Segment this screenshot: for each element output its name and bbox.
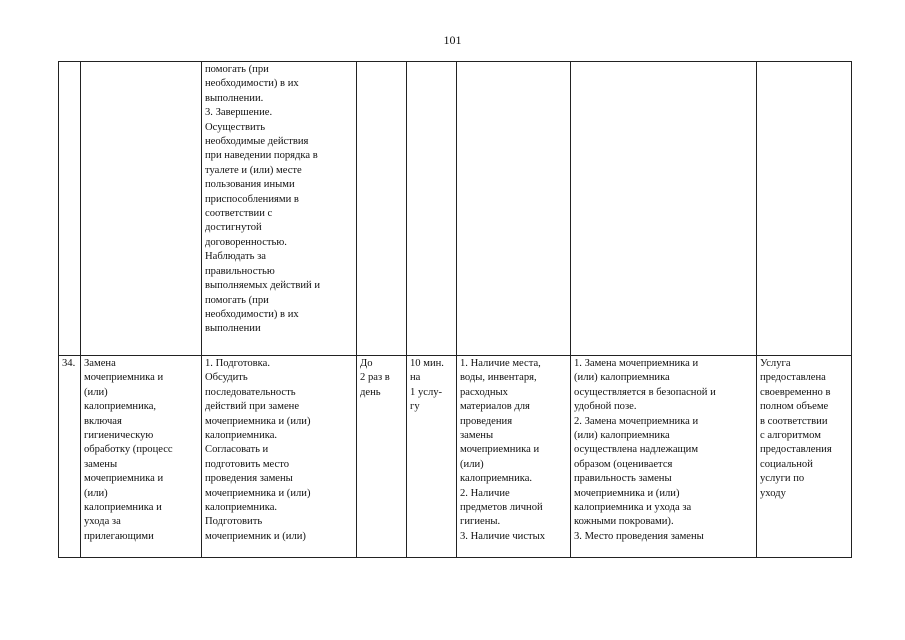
cell-service-description: 1. Подготовка. Обсудить последовательность действий при замене мочеприемника и (или) калоприемника. Согласовать и подготовить место проведения замены мочеприемника и (или) калоприемника. Подготовить мочеприемник и (или): [202, 356, 357, 558]
cell-service-name: [81, 62, 202, 356]
cell-duration: [407, 62, 457, 356]
cell-duration: 10 мин. на 1 услу- гу: [407, 356, 457, 558]
cell-result: [757, 62, 852, 356]
cell-frequency: [357, 62, 407, 356]
cell-result: Услуга предоставлена своевременно в полном объеме в соответствии с алгоритмом предоставления социальной услуги по уходу: [757, 356, 852, 558]
cell-conditions: 1. Наличие места, воды, инвентаря, расходных материалов для проведения замены мочеприемника и (или) калоприемника. 2. Наличие предметов личной гигиены. 3. Наличие чистых: [457, 356, 571, 558]
table-row-34: [59, 356, 852, 558]
cell-frequency: До 2 раз в день: [357, 356, 407, 558]
cell-service-name: Замена мочеприемника и (или) калоприемника, включая гигиеническую обработку (процесс замены мочеприемника и (или) калоприемника и ухода за прилегающими: [81, 356, 202, 558]
services-table: [58, 61, 852, 558]
table-row-continuation: [59, 62, 852, 356]
page-number: 101: [443, 33, 462, 47]
cell-number: [59, 62, 81, 356]
cell-service-description: помогать (при необходимости) в их выполнении. 3. Завершение. Осуществить необходимые действия при наведении порядка в туалете и (или) месте пользования иными приспособлениями в соответствии с достигнутой договоренностью. Наблюдать за правильностью выполняемых действий и помогать (при необходимости) в их выполнении: [202, 62, 357, 356]
cell-number: 34.: [59, 356, 81, 558]
cell-quality-indicators: 1. Замена мочеприемника и (или) калоприемника осуществляется в безопасной и удобной позе. 2. Замена мочеприемника и (или) калоприемника осуществлена надлежащим образом (оценивается правильность замены мочеприемника и (или) калоприемника и ухода за кожными покровами). 3. Место проведения замены: [571, 356, 757, 558]
cell-conditions: [457, 62, 571, 356]
cell-quality-indicators: [571, 62, 757, 356]
